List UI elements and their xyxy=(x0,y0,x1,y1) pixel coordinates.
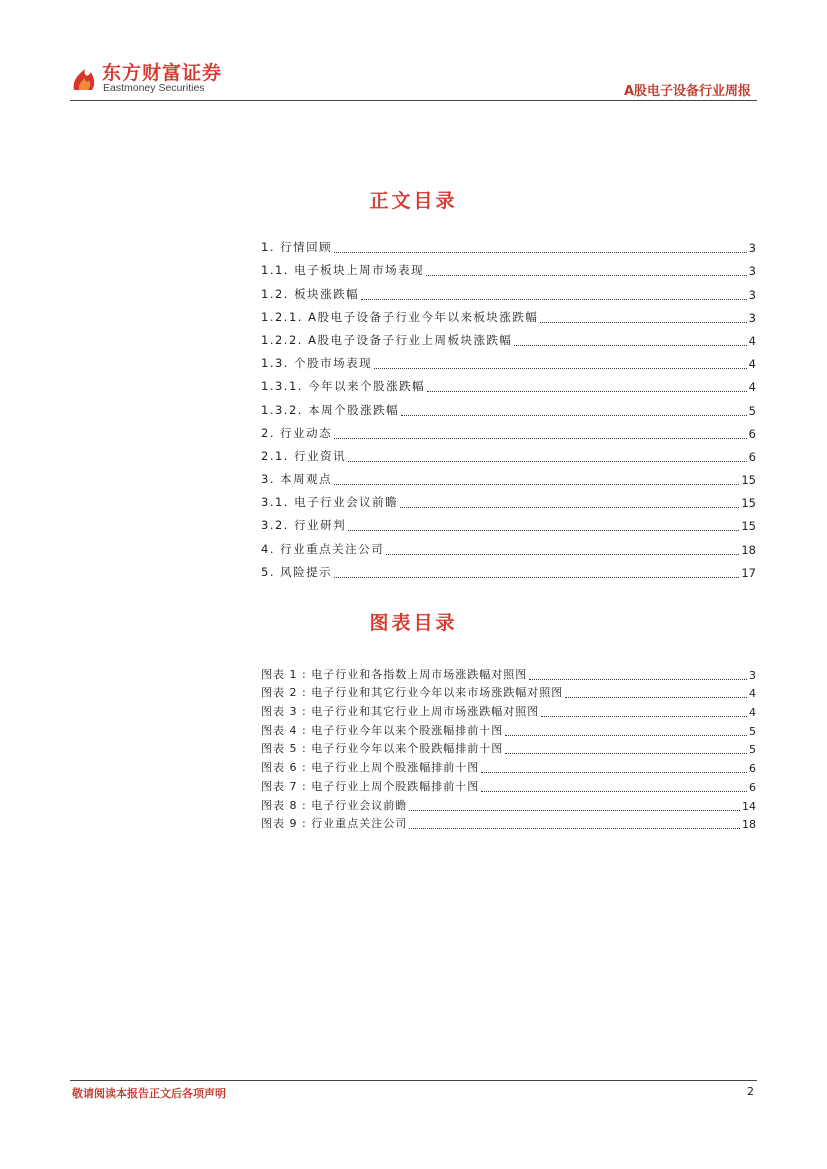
toc-entry[interactable] xyxy=(261,510,756,533)
dot-leader xyxy=(529,678,747,680)
dot-leader xyxy=(334,576,739,578)
toc-entry[interactable] xyxy=(261,418,756,441)
figure-entry-page: 3 xyxy=(749,668,756,682)
figure-entry-page: 6 xyxy=(749,762,756,776)
figure-entry-label: 图表 4 : 电子行业今年以来个股涨幅排前十图 xyxy=(261,723,504,737)
toc-entry-label: 1.3.2. 本周个股涨跌幅 xyxy=(261,402,400,417)
figure-entry-page: 14 xyxy=(742,799,756,813)
figure-entry[interactable] xyxy=(261,794,756,813)
figure-entry[interactable] xyxy=(261,700,756,719)
dot-leader xyxy=(409,809,740,811)
figure-entry-label: 图表 2 : 电子行业和其它行业今年以来市场涨跌幅对照图 xyxy=(261,686,564,700)
report-title: A股电子设备行业周报 xyxy=(623,84,751,99)
dot-leader xyxy=(374,367,747,369)
figure-entry-page: 4 xyxy=(749,687,756,701)
dot-leader xyxy=(505,734,747,736)
figure-entry[interactable] xyxy=(261,813,756,832)
figure-entry[interactable] xyxy=(261,682,756,701)
toc-entry[interactable] xyxy=(261,302,756,325)
figure-entry-label: 图表 9 : 行业重点关注公司 xyxy=(261,817,408,831)
toc-entry-label: 1.1. 电子板块上周市场表现 xyxy=(261,263,425,278)
toc-entry-page: 4 xyxy=(748,333,756,348)
dot-leader xyxy=(334,251,747,253)
toc-entry-label: 1.2.2. A股电子设备子行业上周板块涨跌幅 xyxy=(261,332,513,347)
logo-english-name: Eastmoney Securities xyxy=(103,82,205,94)
dot-leader xyxy=(386,553,739,555)
toc-entry-page: 18 xyxy=(741,542,756,557)
dot-leader xyxy=(361,298,747,300)
toc-entry[interactable] xyxy=(261,278,756,301)
figure-entry[interactable] xyxy=(261,756,756,775)
toc-entry-page: 3 xyxy=(748,310,756,325)
toc-entry[interactable] xyxy=(261,255,756,278)
toc-entry-page: 4 xyxy=(748,380,756,395)
dot-leader xyxy=(334,437,747,439)
figure-entry[interactable] xyxy=(261,719,756,738)
dot-leader xyxy=(400,506,739,508)
toc-entry[interactable] xyxy=(261,441,756,464)
dot-leader xyxy=(540,321,746,323)
toc-entry[interactable] xyxy=(261,464,756,487)
table-of-contents xyxy=(261,232,756,580)
toc-entry-page: 6 xyxy=(748,449,756,464)
toc-entry-page: 3 xyxy=(748,241,756,256)
toc-entry-label: 2.1. 行业资讯 xyxy=(261,448,347,463)
figure-entry-label: 图表 5 : 电子行业今年以来个股跌幅排前十图 xyxy=(261,742,504,756)
dot-leader xyxy=(426,274,747,276)
list-of-figures xyxy=(261,663,756,831)
toc-entry[interactable] xyxy=(261,533,756,556)
toc-entry[interactable] xyxy=(261,371,756,394)
figure-entry[interactable] xyxy=(261,663,756,682)
figure-entry[interactable] xyxy=(261,775,756,794)
toc-entry-page: 3 xyxy=(748,287,756,302)
dot-leader xyxy=(514,344,746,346)
figure-entry-label: 图表 6 : 电子行业上周个股涨幅排前十图 xyxy=(261,761,480,775)
toc-entry-label: 3.1. 电子行业会议前瞻 xyxy=(261,495,399,510)
dot-leader xyxy=(565,696,747,698)
dot-leader xyxy=(409,827,740,829)
dot-leader xyxy=(348,529,739,531)
toc-entry-page: 15 xyxy=(741,473,756,488)
dot-leader xyxy=(401,414,747,416)
toc-entry-page: 15 xyxy=(741,496,756,511)
figure-entry-page: 6 xyxy=(749,780,756,794)
eastmoney-logo xyxy=(70,58,240,98)
toc-entry-label: 1.2.1. A股电子设备子行业今年以来板块涨跌幅 xyxy=(261,309,539,324)
toc-entry-label: 1.2. 板块涨跌幅 xyxy=(261,286,360,301)
toc-entry[interactable] xyxy=(261,325,756,348)
toc-entry-page: 15 xyxy=(741,519,756,534)
header-divider xyxy=(70,100,757,101)
dot-leader xyxy=(481,790,747,792)
figure-entry-page: 5 xyxy=(749,724,756,738)
page-number: 2 xyxy=(747,1085,754,1098)
figure-entry-page: 18 xyxy=(742,818,756,832)
dot-leader xyxy=(481,771,747,773)
contents-title: 正文目录 xyxy=(369,190,458,212)
footer-divider xyxy=(70,1080,757,1081)
figures-title: 图表目录 xyxy=(369,612,458,634)
dot-leader xyxy=(505,752,747,754)
toc-entry[interactable] xyxy=(261,232,756,255)
toc-entry-label: 2. 行业动态 xyxy=(261,425,333,440)
toc-entry-page: 4 xyxy=(748,357,756,372)
toc-entry-label: 1.3. 个股市场表现 xyxy=(261,356,373,371)
flame-logo-icon xyxy=(70,60,100,94)
logo-chinese-name: 东方财富证券 xyxy=(102,62,223,84)
figure-entry-label: 图表 3 : 电子行业和其它行业上周市场涨跌幅对照图 xyxy=(261,705,540,719)
dot-leader xyxy=(427,390,747,392)
figure-entry-page: 5 xyxy=(749,743,756,757)
dot-leader xyxy=(334,483,739,485)
toc-entry-label: 3. 本周观点 xyxy=(261,472,333,487)
footer-disclaimer: 敬请阅读本报告正文后各项声明 xyxy=(72,1087,226,1100)
figure-entry-label: 图表 1 : 电子行业和各指数上周市场涨跌幅对照图 xyxy=(261,667,528,681)
toc-entry[interactable] xyxy=(261,394,756,417)
dot-leader xyxy=(541,715,747,717)
figure-entry-page: 4 xyxy=(749,706,756,720)
toc-entry[interactable] xyxy=(261,348,756,371)
toc-entry-page: 5 xyxy=(748,403,756,418)
figure-entry-label: 图表 8 : 电子行业会议前瞻 xyxy=(261,798,408,812)
toc-entry-page: 6 xyxy=(748,426,756,441)
toc-entry[interactable] xyxy=(261,487,756,510)
toc-entry-label: 5. 风险提示 xyxy=(261,564,333,579)
toc-entry-page: 3 xyxy=(748,264,756,279)
figure-entry[interactable] xyxy=(261,738,756,757)
toc-entry-label: 3.2. 行业研判 xyxy=(261,518,347,533)
dot-leader xyxy=(348,460,747,462)
toc-entry-page: 17 xyxy=(741,565,756,580)
toc-entry[interactable] xyxy=(261,557,756,580)
figure-entry-label: 图表 7 : 电子行业上周个股跌幅排前十图 xyxy=(261,779,480,793)
toc-entry-label: 1. 行情回顾 xyxy=(261,240,333,255)
toc-entry-label: 1.3.1. 今年以来个股涨跌幅 xyxy=(261,379,426,394)
toc-entry-label: 4. 行业重点关注公司 xyxy=(261,541,385,556)
